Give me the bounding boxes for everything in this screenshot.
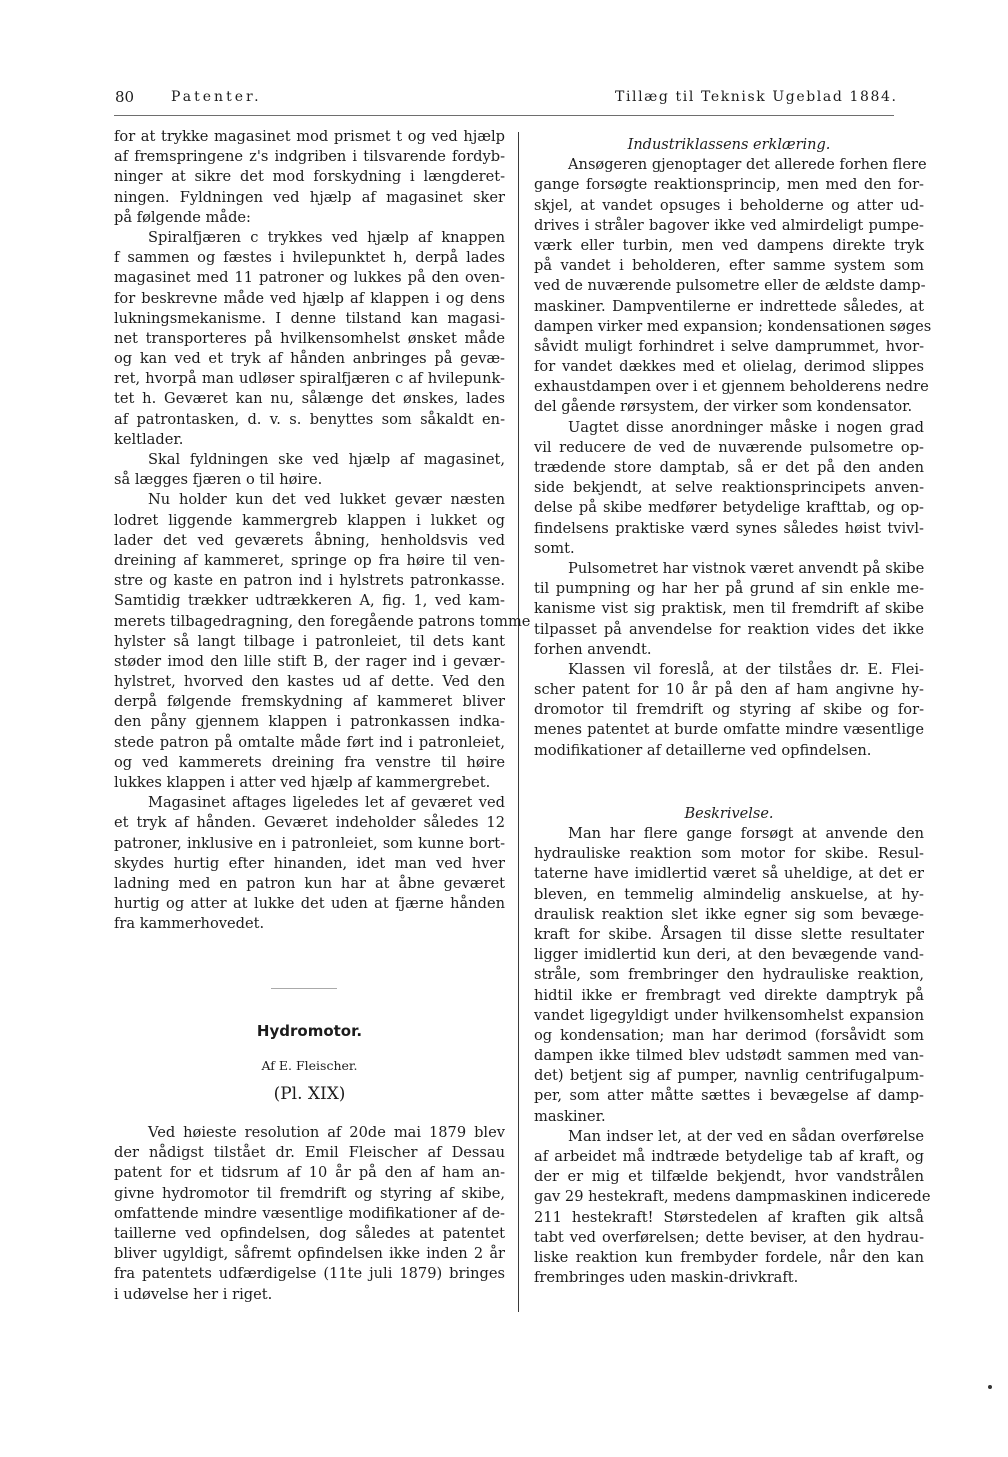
text-line: per, som atter måtte sættes i bevægelse af damp- [534, 1087, 924, 1105]
text-line: maskiner. [534, 1107, 606, 1125]
section-gap [534, 761, 924, 804]
text-line: tilpasset på anvendelse for reaktion vides det ikke [534, 620, 924, 638]
section-beskrivelse [534, 824, 931, 1288]
page-number: 80 [115, 88, 135, 106]
text-line: ved de nuværende pulsometre eller de ældste damp- [534, 277, 926, 295]
right-column [534, 135, 932, 1288]
text-line: Klassen vil foreslå, at der tilståes dr. E. Flei- [568, 660, 924, 678]
text-line: fra kammerhovedet. [114, 915, 265, 933]
text-line: hylster så langt tilbage i patronleiet, til dets kant [114, 632, 505, 650]
text-line: lodret liggende kammergreb klappen i lukket og [114, 511, 505, 529]
text-line: delse på skibe medfører betydelige krafttab, og op- [534, 499, 924, 517]
text-line: støder imod den lille stift B, der rager ind i gevær- [114, 652, 505, 670]
article-separator [271, 988, 337, 989]
text-line: maskiner. Dampventilerne er indrettede således, at [534, 297, 924, 315]
article-title: Hydromotor. [256, 1022, 363, 1040]
column-divider [518, 132, 519, 1312]
text-line: Magasinet aftages ligeledes let af geværet ved [148, 794, 505, 812]
text-line: dromotor til fremdrift og styring af skibe og for- [534, 701, 924, 719]
text-line: vil reducere de ved de nuværende pulsometre op- [534, 438, 924, 456]
text-line: keltlader. [114, 430, 184, 448]
text-line: af patrontasken, d. v. s. benyttes som såkaldt en- [114, 410, 505, 428]
text-line: Ansøgeren gjenoptager det allerede forhen flere [568, 156, 927, 174]
text-line: stråle, som frembringer den hydrauliske reaktion, [534, 966, 924, 984]
article-byline: Af E. Fleischer. [261, 1058, 358, 1073]
text-line: frembringes uden maskin-drivkraft. [534, 1269, 799, 1287]
section-erklaering [534, 155, 932, 761]
text-line: modifikationer af detaillerne ved opfindelsen. [534, 741, 872, 759]
text-line: ninger at sikre det mod forskydning i længderet- [114, 168, 505, 186]
text-line: kanisme vist sig praktisk, men til fremdrift af skibe [534, 600, 924, 618]
article-intro [114, 1123, 505, 1305]
text-line: den påny gjennem klappen i patronkassen indka- [114, 713, 505, 731]
text-line: ret, hvorpå man udløser spiralfjæren c af hvilepunk- [114, 370, 505, 388]
text-line: forhen anvendt. [534, 640, 652, 658]
text-line: for at trykke magasinet mod prismet t og ved hjælp [114, 128, 505, 145]
text-line: hurtig og atter at lukke det uden at fjærne hånden [114, 895, 505, 913]
scan-speck [988, 1385, 992, 1389]
text-line: Spiralfjæren c trykkes ved hjælp af knappen [148, 228, 505, 246]
text-line: lukningsmekanisme. I denne tilstand kan magasi- [114, 309, 505, 327]
text-line: kraft for skibe. Årsagen til disse slette resultater [534, 925, 924, 943]
section-name: Patenter. [171, 89, 262, 105]
text-line: hydrauliske reaktion som motor for skibe. Resul- [534, 845, 924, 863]
text-line: af arbeidet må indtræde betydelige tab af kraft, og [534, 1148, 924, 1165]
left-column [114, 127, 531, 935]
header-rule [114, 115, 894, 116]
text-line: stede patron på omtalte måde ført ind i patronleiet, [114, 733, 505, 751]
text-line: og kondensation; man har derimod (forsåvidt som [534, 1026, 924, 1044]
text-line: taterne have imidlertid været så uheldige, at det er [534, 865, 924, 883]
text-line: side bekjendt, at selve reaktionsprincipets anven- [534, 479, 924, 497]
text-line: for beskrevne måde ved hjælp af klappen i og dens [114, 289, 505, 307]
text-line: skydes hurtig efter hinanden, idet man ved hver [114, 854, 505, 872]
text-line: taillerne ved opfindelsen, dog således at patentet [114, 1224, 505, 1242]
text-line: lukkes klappen i atter ved hjælp af kammergrebet. [114, 774, 491, 791]
text-line: i udøvelse her i riget. [114, 1285, 273, 1303]
text-line: der nådigst tilstået dr. Emil Fleischer af Dessau [114, 1144, 505, 1162]
text-line: dampen ikke tilmed blev udstødt sammen med van- [534, 1047, 924, 1065]
text-line: Nu holder kun det ved lukket gevær næsten [148, 491, 505, 509]
text-line: patroner, inklusive en i patronleiet, som kunne bort- [114, 834, 505, 852]
text-line: på vandet i beholderen, efter samme system som [534, 257, 924, 275]
text-line: og ved kammerets dreining fra venstre til høire [114, 753, 505, 771]
text-line: Ved høieste resolution af 20de mai 1879 blev [148, 1124, 505, 1141]
text-line: ligger imidlertid kun deri, at den bevægende vand- [534, 946, 924, 964]
text-line: skjel, at vandet opsuges i beholderne og atter ud- [534, 196, 924, 214]
text-line: Man indser let, at der ved en sådan overførelse [568, 1127, 924, 1145]
text-line: Pulsometret har vistnok været anvendt på skibe [568, 559, 925, 577]
text-line: 211 hestekraft! Størstedelen af kraften gik altså [534, 1208, 924, 1226]
text-line: liske reaktion kun frembyder fordele, når den kan [534, 1248, 924, 1266]
text-line: Uagtet disse anordninger måske i nogen grad [568, 418, 924, 436]
text-line: somt. [534, 539, 575, 557]
text-line: på følgende måde: [114, 208, 251, 226]
text-line: vandet ligegyldigt under hvilkensomhelst expansion [534, 1006, 924, 1024]
text-line: findelsens praktiske værd synes således høist tvivl- [534, 519, 924, 537]
text-line: Skal fyldningen ske ved hjælp af magasinet, [148, 451, 505, 468]
text-line: trædende store damptab, så er det på den anden [534, 459, 924, 476]
text-line: patent for et tidsrum af 10 år på den af ham an- [114, 1164, 505, 1182]
text-line: det) betjent sig af pumper, navnlig centrifugalpum- [534, 1067, 924, 1085]
text-line: af fremspringene z's indgriben i tilsvarende fordyb- [114, 148, 505, 166]
text-line: merets tilbagedragning, den foregående patrons tomme [114, 612, 531, 630]
plate-reference: (Pl. XIX) [273, 1084, 346, 1104]
text-line: net transporteres på hvilkensomhelst ønsket måde [114, 329, 505, 347]
text-line: der er mig et tilfælde bekjendt, hvor vandstrålen [534, 1168, 924, 1186]
text-line: fra patentets udfærdigelse (11te juli 1879) bringes [114, 1265, 505, 1283]
text-line: tet h. Geværet kan nu, sålænge det ønskes, lades [114, 390, 505, 408]
text-line: draulisk reaktion slet ikke egner sig som bevæge- [534, 905, 924, 923]
text-line: ladning med en patron kun har at åbne geværet [114, 874, 505, 892]
text-line: magasinet med 11 patroner og lukkes på den oven- [114, 269, 505, 287]
text-line: tabt ved overførelsen; dette beviser, at den hydrau- [534, 1228, 924, 1246]
text-line: givne hydromotor til fremdrift og styring af skibe, [114, 1184, 505, 1202]
text-line: hidtil ikke er frembragt ved direkte damptryk på [534, 986, 924, 1004]
heading-industriklassens-erklaering: Industriklassens erklæring. [627, 137, 831, 153]
text-line: så lægges fjæren o til høire. [114, 471, 323, 489]
text-line: bleven, en temmelig almindelig anskuelse, at hy- [534, 885, 924, 903]
text-line: bliver ugyldigt, såfremt opfindelsen ikke inden 2 år [114, 1245, 505, 1263]
text-line: et tryk af hånden. Geværet indeholder således 12 [114, 814, 505, 832]
text-line: såvidt muligt forhindret i selve damprummet, hvor- [534, 337, 924, 355]
text-line: exhaustdampen over i et gjennem beholderens nedre [534, 378, 929, 396]
text-line: og kan ved et tryk af hånden anbringes på gevæ- [114, 350, 505, 368]
text-line: gange forsøgte reaktionsprincip, men med den for- [534, 176, 924, 194]
text-line: hylstret, hvorved den kastes ud af dette. Ved den [114, 673, 505, 691]
text-line: Samtidig trækker udtrækkeren A, fig. 1, ved kam- [114, 592, 505, 610]
text-line: dampen virker med expansion; kondensationen søges [534, 317, 932, 335]
text-line: for vandet dækkes med et olielag, derimod slippes [534, 358, 924, 376]
text-line: scher patent for 10 år på den af ham angivne hy- [534, 681, 924, 699]
heading-beskrivelse: Beskrivelse. [684, 805, 774, 822]
text-line: stre og kaste en patron ind i hylstrets patronkasse. [114, 572, 505, 590]
text-line: omfattende mindre væsentlige modifikationer af de- [114, 1204, 505, 1222]
text-line: værk eller turbin, men ved dampens direkte tryk [534, 236, 924, 254]
journal-title: Tillæg til Teknisk Ugeblad 1884. [615, 89, 898, 105]
text-line: til pumpning og har her på grund af sin enkle me- [534, 580, 924, 598]
text-line: gav 29 hestekraft, medens dampmaskinen indicerede [534, 1188, 931, 1206]
text-line: ningen. Fyldningen ved hjælp af magasinet sker [114, 188, 505, 206]
text-line: derpå følgende fremskydning af kammeret bliver [114, 693, 505, 711]
text-line: f sammen og fæstes i hvilepunktet h, derpå lades [114, 249, 505, 267]
text-line: lader det ved geværets åbning, henholdsvis ved [114, 531, 505, 549]
text-line: drives i stråler bagover ikke ved almirdeligt pumpe- [534, 216, 924, 234]
text-line: menes patentet at burde omfatte mindre væsentlige [534, 721, 924, 739]
text-line: del gående rørsystem, der virker som kondensator. [534, 398, 913, 416]
text-line: dreining af kammeret, springe op fra høire til ven- [114, 551, 505, 569]
text-line: Man har flere gange forsøgt at anvende den [568, 825, 924, 842]
